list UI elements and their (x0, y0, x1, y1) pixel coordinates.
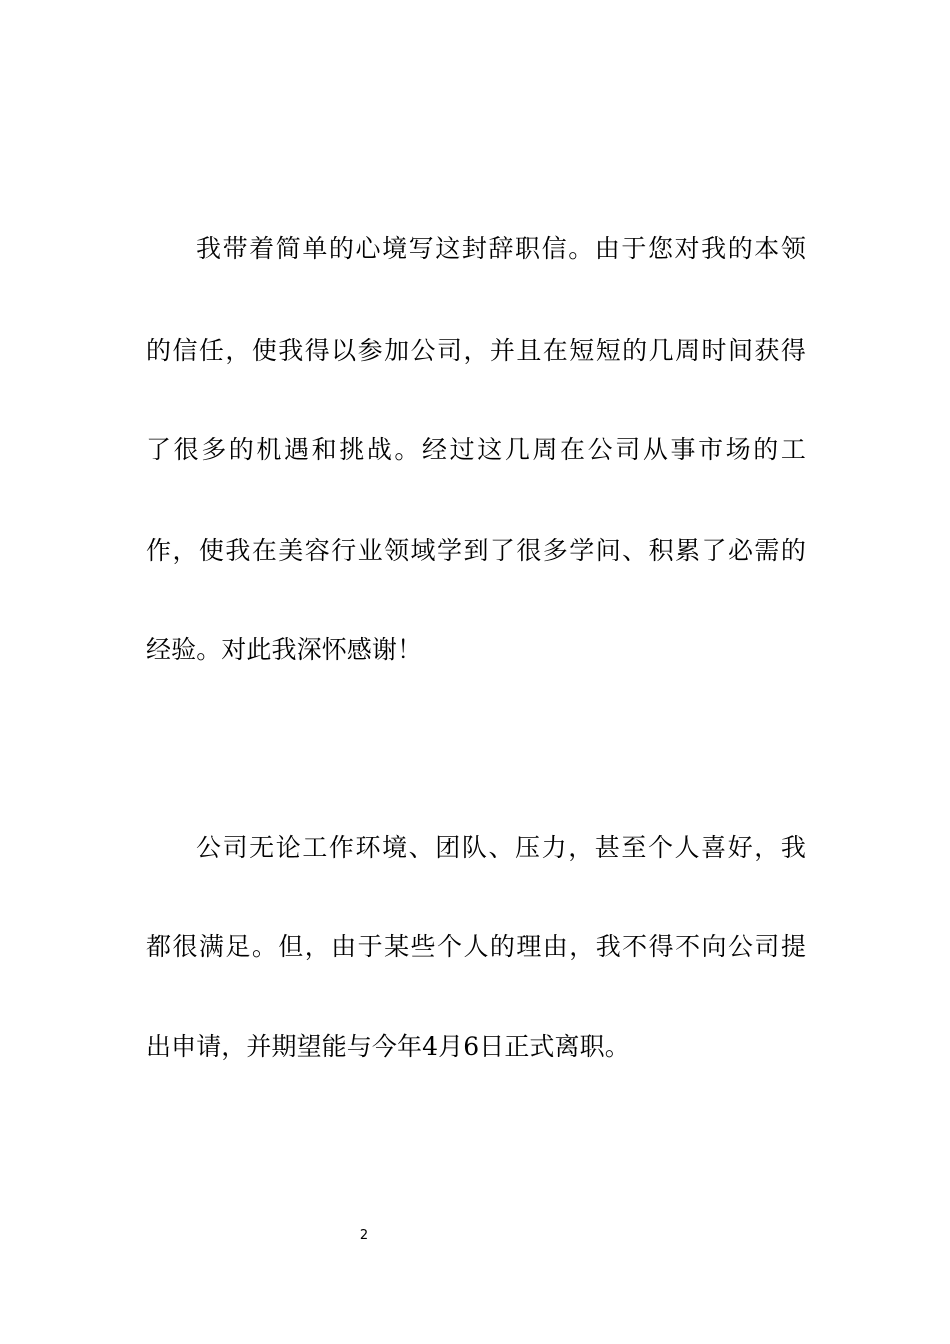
paragraph-2-line-2: 都很满足。但，由于某些个人的理由，我不得不向公司提 (146, 932, 806, 961)
paragraph-1-line-3: 了很多的机遇和挑战。经过这几周在公司从事市场的工 (146, 435, 806, 464)
paragraph-1-line-2: 的信任，使我得以参加公司，并且在短短的几周时间获得 (146, 336, 806, 365)
paragraph-1-line-5: 经验。对此我深怀感谢！ (146, 635, 423, 664)
paragraph-2-line-1: 公司无论工作环境、团队、压力，甚至个人喜好，我 (196, 833, 806, 862)
paragraph-1-line-4: 作，使我在美容行业领域学到了很多学问、积累了必需的 (146, 536, 806, 565)
paragraph-1-line-1: 我带着简单的心境写这封辞职信。由于您对我的本领 (196, 234, 806, 263)
page-number: 2 (359, 1228, 369, 1243)
paragraph-2-line-3: 出申请，并期望能与今年4月6日正式离职。 (146, 1032, 630, 1061)
